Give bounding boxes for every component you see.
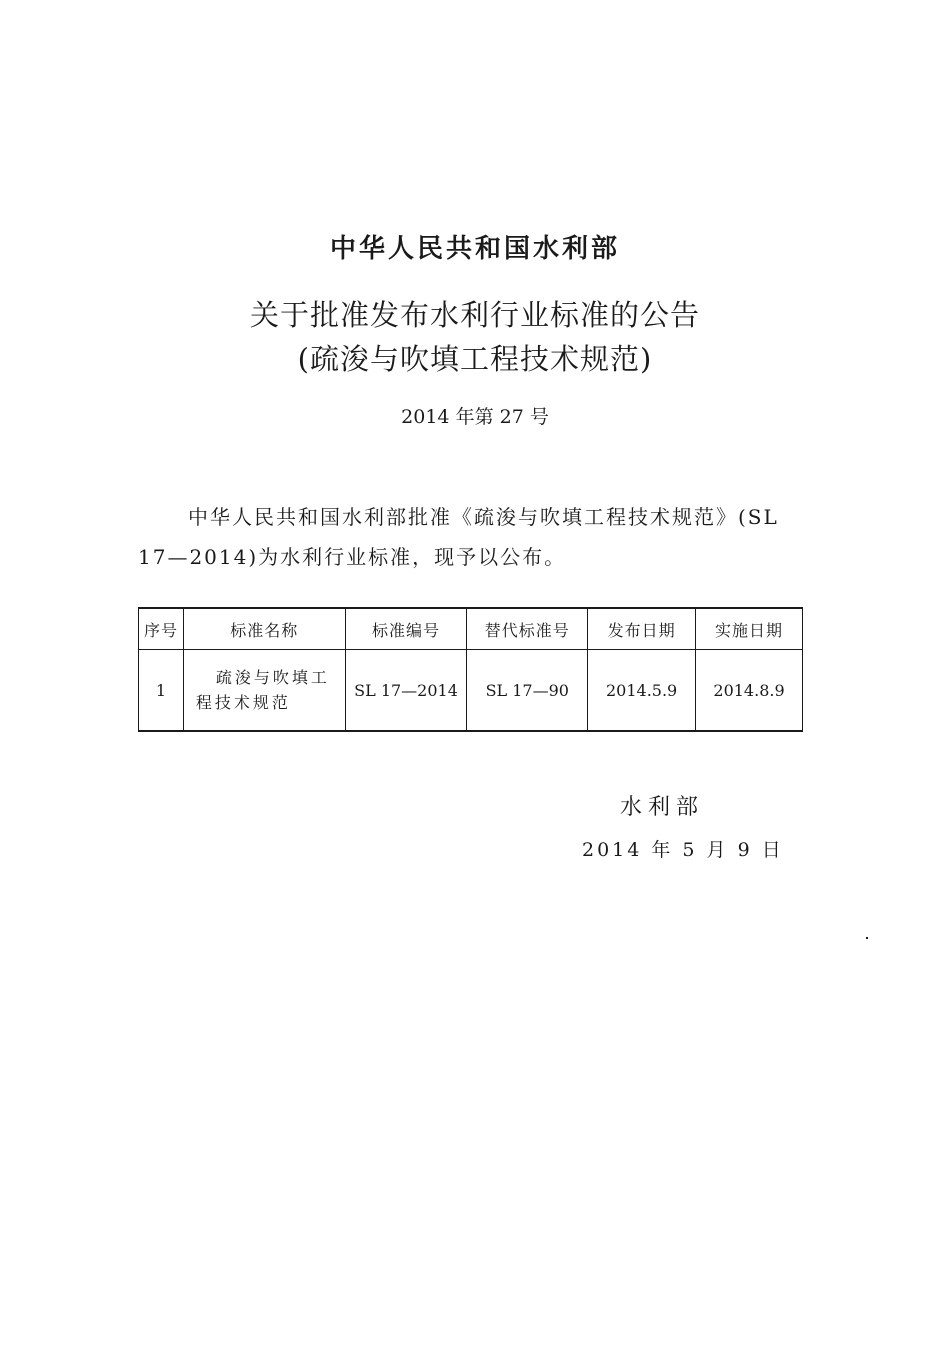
signature-date: 2014 年 5 月 9 日 [582, 839, 784, 861]
announcement-title: 关于批准发布水利行业标准的公告 [249, 298, 700, 332]
issuer-heading: 中华人民共和国水利部 [329, 234, 620, 264]
scan-speck [866, 937, 868, 939]
signer: 水利部 [620, 795, 705, 820]
standard-name-line-2: 程技术规范 [195, 693, 291, 712]
cell-release-date: 2014.5.9 [588, 650, 696, 732]
document-number: 2014 年第 27 号 [401, 406, 549, 428]
cell-effective-date: 2014.8.9 [696, 650, 803, 732]
column-header-release-date: 发布日期 [588, 608, 696, 650]
cell-index: 1 [139, 650, 184, 732]
table-header-row [139, 608, 803, 650]
announcement-subtitle: (疏浚与吹填工程技术规范) [297, 342, 653, 376]
cell-standard-code: SL 17—2014 [345, 650, 467, 732]
column-header-effective-date: 实施日期 [696, 608, 803, 650]
column-header-name: 标准名称 [183, 608, 345, 650]
cell-replaces: SL 17—90 [467, 650, 588, 732]
standards-table [138, 607, 803, 732]
table-row [139, 650, 803, 732]
cell-standard-name [183, 650, 345, 732]
column-header-index: 序号 [139, 608, 184, 650]
column-header-code: 标准编号 [345, 608, 467, 650]
column-header-replaces: 替代标准号 [467, 608, 588, 650]
announcement-body: 中华人民共和国水利部批准《疏浚与吹填工程技术规范》(SL 17—2014)为水利行业标准，现予以公布。 [138, 505, 779, 569]
standard-name-line-1: 疏浚与吹填工 [215, 668, 330, 687]
